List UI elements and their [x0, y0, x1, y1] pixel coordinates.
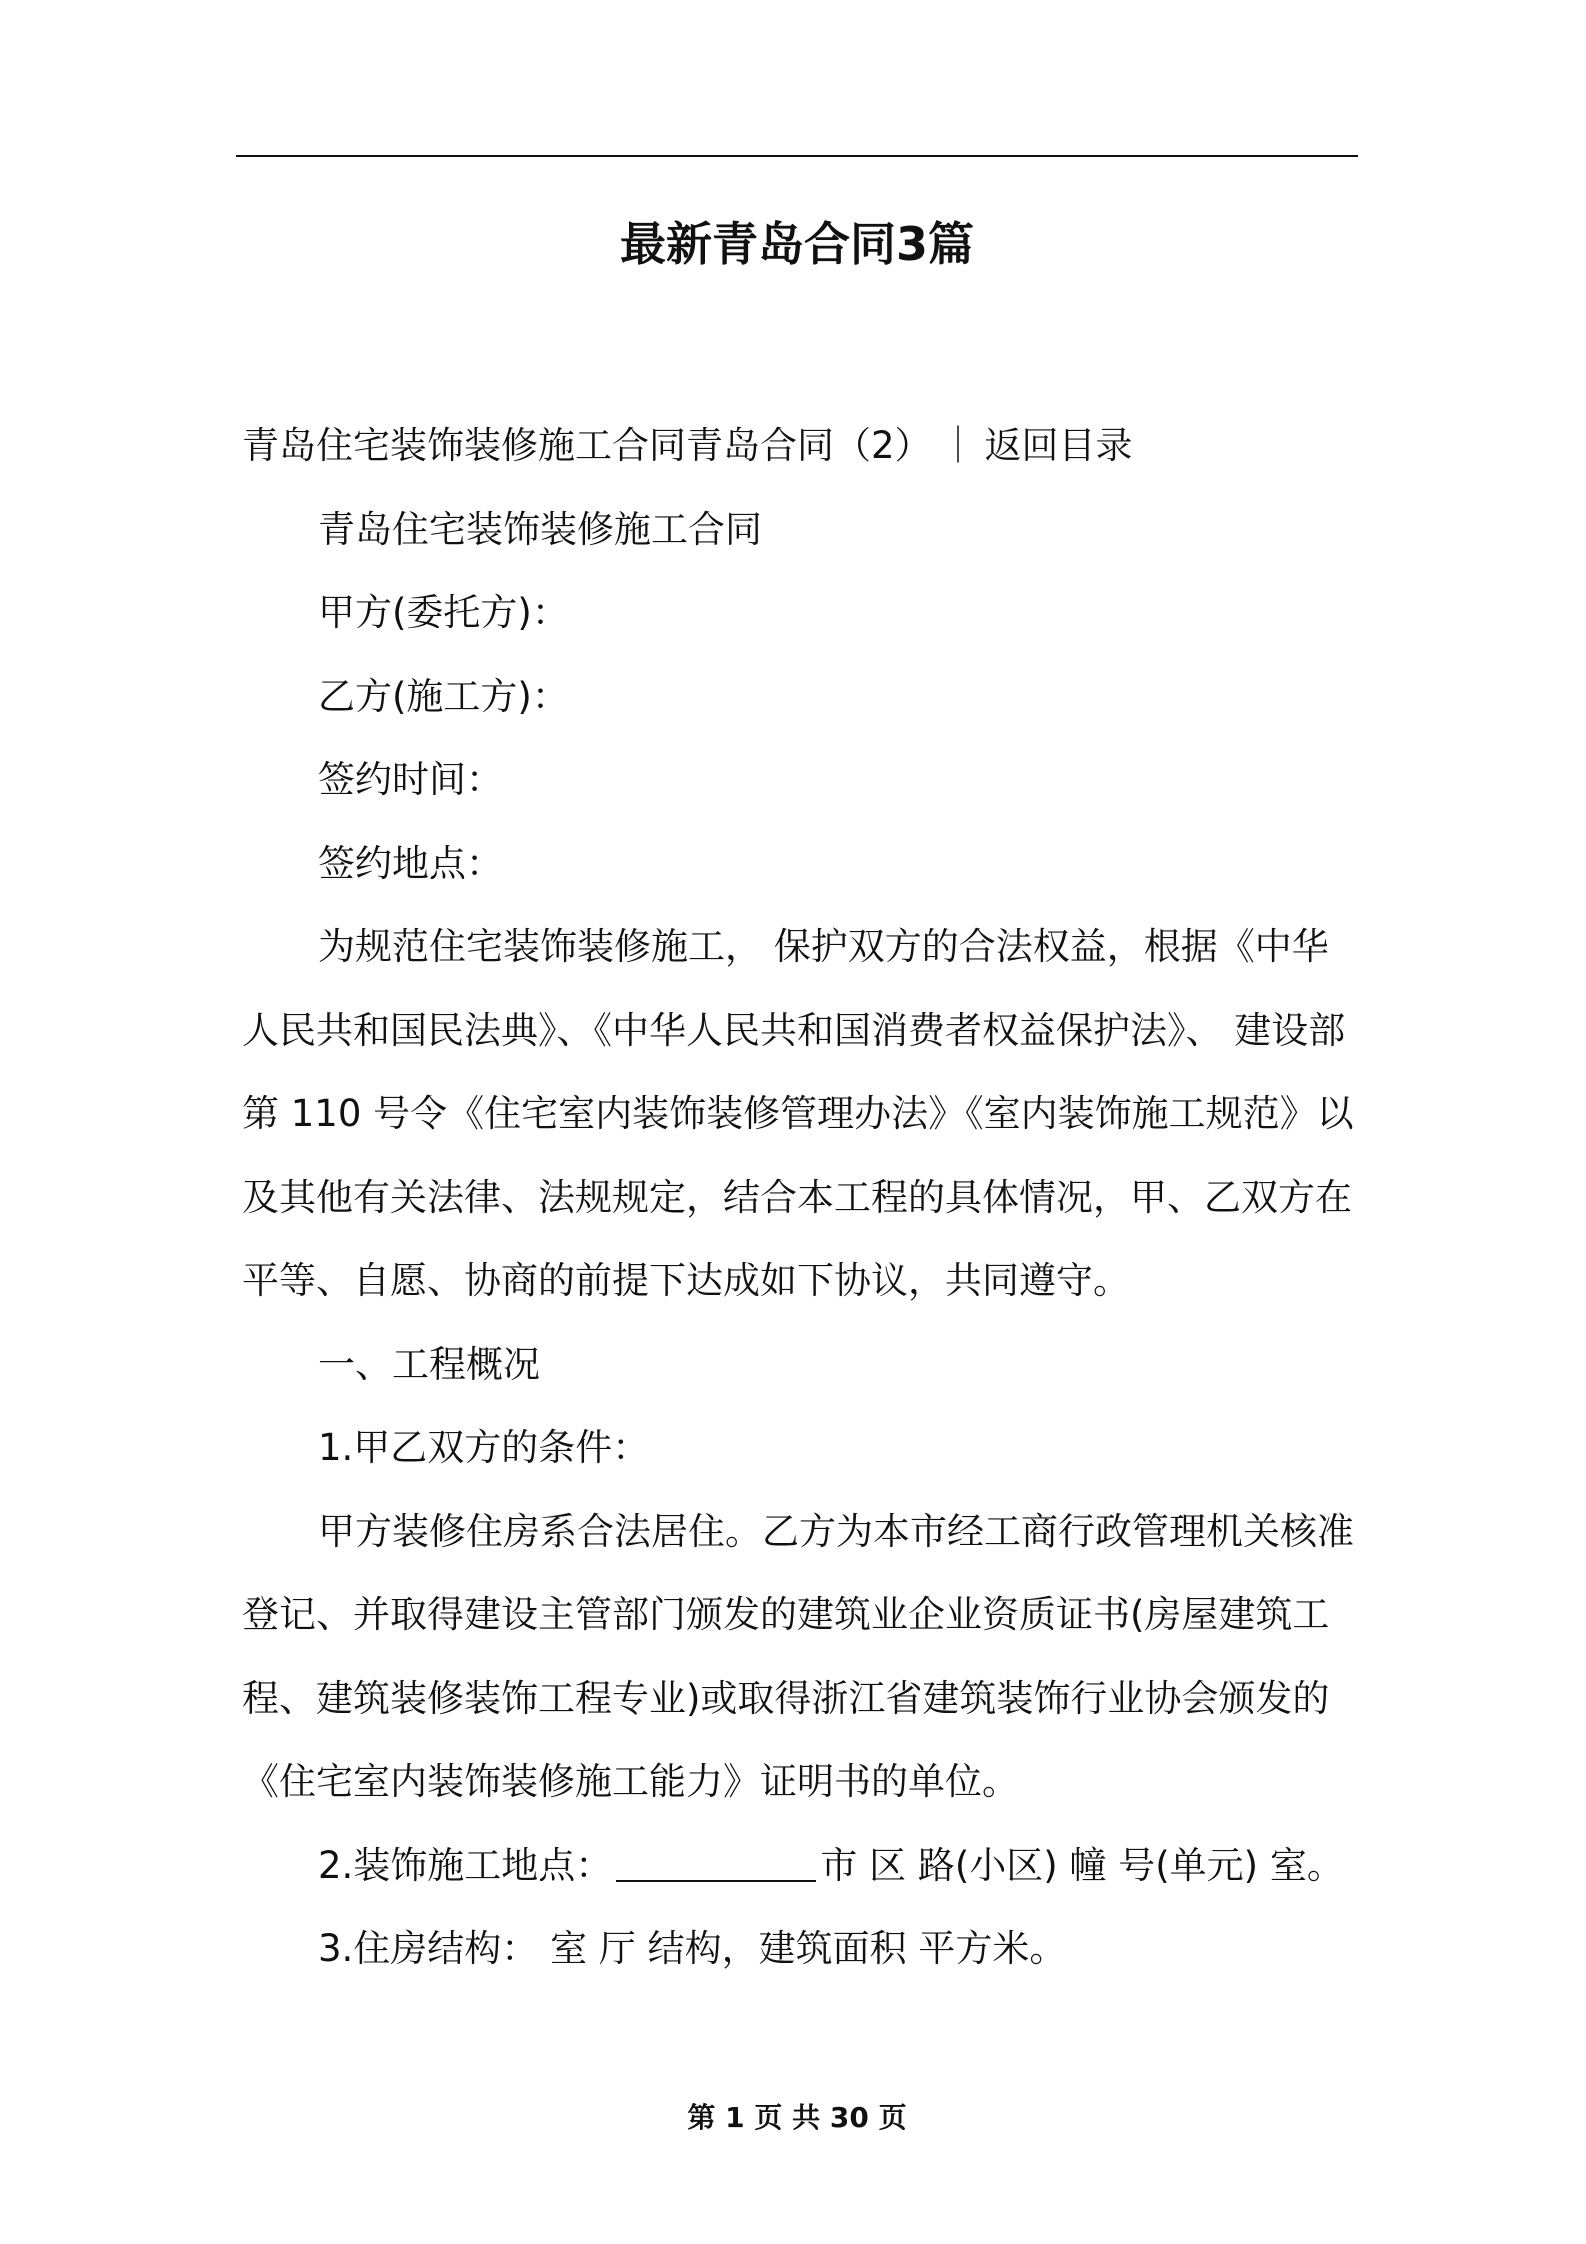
contract-name: 青岛住宅装饰装修施工合同 — [318, 507, 762, 551]
paragraph-line: 平等、自愿、协商的前提下达成如下协议，共同遵守。 — [242, 1259, 1130, 1302]
document-title: 最新青岛合同3篇 — [619, 217, 974, 271]
back-to-contents-link[interactable]: 返回目录 — [984, 424, 1133, 467]
address-clause — [242, 1824, 1354, 1908]
document-body — [242, 404, 1354, 1991]
paragraph-line: 人民共和国民法典》、《中华人民共和国消费者权益保护法》、 建设部 — [242, 1008, 1346, 1052]
structure-clause: 3.住房结构： 室 厅 结构，建筑面积 平方米。 — [318, 1927, 1067, 1970]
paragraph-line: 甲方装修住房系合法居住。乙方为本市经工商行政管理机关核准 — [318, 1509, 1354, 1553]
clause-title: 1.甲乙双方的条件： — [318, 1426, 650, 1469]
header-rule — [236, 155, 1358, 157]
signing-time-field: 签约时间： — [318, 758, 503, 801]
party-b-field: 乙方(施工方)： — [318, 674, 569, 718]
page-footer: 第 1 页 共 30 页 — [687, 2101, 907, 2134]
paragraph-line: 及其他有关法律、法规规定，结合本工程的具体情况，甲、乙双方在 — [242, 1175, 1352, 1219]
paragraph-line: 《住宅室内装饰装修施工能力》证明书的单位。 — [242, 1760, 1019, 1803]
address-label: 2.装饰施工地点： — [318, 1843, 613, 1887]
heading-separator: ｜ — [939, 424, 977, 467]
paragraph-line: 登记、并取得建设主管部门颁发的建筑业企业资质证书(房屋建筑工 — [242, 1593, 1330, 1636]
party-a-field: 甲方(委托方)： — [318, 591, 569, 634]
paragraph-line: 第 110 号令《住宅室内装饰装修管理办法》《室内装饰施工规范》以 — [242, 1092, 1354, 1135]
paragraph-line: 为规范住宅装饰装修施工， 保护双方的合法权益，根据《中华 — [318, 925, 1329, 968]
section-title: 一、工程概况 — [318, 1342, 540, 1386]
address-suffix: 市 区 路(小区) 幢 号(单元) 室。 — [820, 1843, 1344, 1887]
signing-place-field: 签约地点： — [318, 841, 503, 885]
address-blank — [616, 1848, 816, 1882]
section-title-link[interactable]: 青岛住宅装饰装修施工合同青岛合同（2） — [242, 424, 932, 467]
section-heading — [242, 404, 1354, 488]
paragraph-line: 程、建筑装修装饰工程专业)或取得浙江省建筑装饰行业协会颁发的 — [242, 1676, 1330, 1720]
